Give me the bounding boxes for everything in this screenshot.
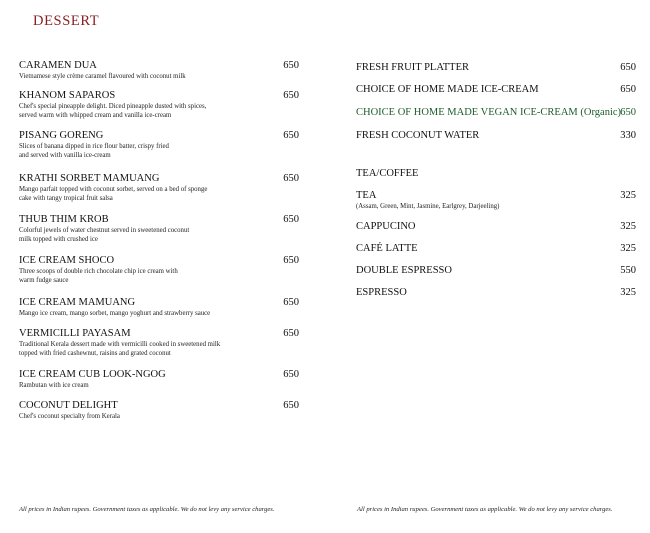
item-description: Slices of banana dipped in rice flour batter, crispy fried and served with vanilla ice-cream — [19, 143, 169, 159]
item-description: Mango parfait topped with coconut sorbet, served on a bed of sponge cake with tangy tropical fruit salsa — [19, 186, 208, 202]
menu-item-thub-thim-krob — [19, 214, 299, 244]
menu-item-khanom-saparos — [19, 90, 299, 120]
item-description: Traditional Kerala dessert made with vermicilli cooked in sweetened milk topped with fried cashewnut, raisins and grated coconut — [19, 341, 221, 357]
item-price: 325 — [620, 243, 636, 254]
menu-item-espresso — [356, 287, 636, 299]
item-name: ICE CREAM SHOCO — [19, 255, 115, 266]
item-name: CARAMEN DUA — [19, 60, 97, 71]
footer-note-right: All prices in Indian rupees. Government taxes as applicable. We do not levy any service charges. — [357, 506, 613, 513]
item-price: 325 — [620, 221, 636, 232]
item-description: Three scoops of double rich chocolate chip ice cream with warm fudge sauce — [19, 268, 178, 284]
item-name: COCONUT DELIGHT — [19, 400, 118, 411]
menu-item-coconut-delight — [19, 400, 299, 421]
item-description: Vietnamese style crème caramel flavoured with coconut milk — [19, 73, 186, 80]
item-description: Chef's special pineapple delight. Diced pineapple dusted with spices, served warm with whipped cream and vanilla ice-cream — [19, 103, 207, 119]
item-name: KHANOM SAPAROS — [19, 90, 116, 101]
item-price: 330 — [620, 130, 636, 141]
item-price: 650 — [283, 214, 299, 225]
menu-item-cafe-latte — [356, 243, 636, 255]
item-name: CAFÉ LATTE — [356, 243, 418, 254]
item-description: Chef's coconut specialty from Kerala — [19, 413, 120, 420]
item-price: 650 — [283, 297, 299, 308]
menu-item-vegan-ice-cream — [356, 107, 636, 119]
item-price: 650 — [620, 62, 636, 73]
item-name: FRESH COCONUT WATER — [356, 130, 480, 141]
item-description: Colorful jewels of water chestnut served in sweetened coconut milk topped with crushed ice — [19, 227, 190, 243]
item-name: FRESH FRUIT PLATTER — [356, 62, 469, 73]
menu-item-caramen-dua — [19, 60, 299, 81]
item-name: KRATHI SORBET MAMUANG — [19, 173, 160, 184]
menu-item-ice-cream-mamuang — [19, 297, 299, 318]
item-price: 650 — [283, 60, 299, 71]
item-price: 325 — [620, 287, 636, 298]
menu-item-fresh-fruit-platter — [356, 62, 636, 74]
item-price: 650 — [283, 90, 299, 101]
item-price: 650 — [283, 369, 299, 380]
item-price: 650 — [283, 400, 299, 411]
item-price: 650 — [620, 107, 636, 118]
tea-coffee-heading: TEA/COFFEE — [356, 168, 419, 179]
item-name: THUB THIM KROB — [19, 214, 109, 225]
item-name: ESPRESSO — [356, 287, 407, 298]
item-name: PISANG GORENG — [19, 130, 104, 141]
item-price: 650 — [620, 84, 636, 95]
item-description: Mango ice cream, mango sorbet, mango yoghurt and strawberry sauce — [19, 310, 211, 317]
item-name: CHOICE OF HOME MADE VEGAN ICE-CREAM (Organic) — [356, 107, 622, 118]
item-description: Rambutan with ice cream — [19, 382, 89, 389]
menu-item-pisang-goreng — [19, 130, 299, 160]
menu-item-krathi-sorbet-mamuang — [19, 173, 299, 203]
menu-item-vermicilli-payasam — [19, 328, 299, 358]
item-name: ICE CREAM MAMUANG — [19, 297, 136, 308]
menu-item-ice-cream-shoco — [19, 255, 299, 285]
item-price: 550 — [620, 265, 636, 276]
item-price: 650 — [283, 173, 299, 184]
item-name: VERMICILLI PAYASAM — [19, 328, 131, 339]
item-name: CAPPUCINO — [356, 221, 416, 232]
menu-item-cappucino — [356, 221, 636, 233]
footer-note-left: All prices in Indian rupees. Government taxes as applicable. We do not levy any service charges. — [19, 506, 275, 513]
page-title: DESSERT — [33, 13, 100, 29]
item-price: 650 — [283, 255, 299, 266]
item-description: (Assam, Green, Mint, Jasmine, Earlgrey, Darjeeling) — [356, 203, 500, 210]
item-price: 650 — [283, 130, 299, 141]
item-name: DOUBLE ESPRESSO — [356, 265, 452, 276]
menu-item-tea — [356, 190, 636, 211]
item-name: ICE CREAM CUB LOOK-NGOG — [19, 369, 166, 380]
item-name: CHOICE OF HOME MADE ICE-CREAM — [356, 84, 539, 95]
item-price: 325 — [620, 190, 636, 201]
menu-item-double-espresso — [356, 265, 636, 277]
menu-item-fresh-coconut-water — [356, 130, 636, 142]
item-price: 650 — [283, 328, 299, 339]
item-name: TEA — [356, 190, 377, 201]
menu-item-home-made-ice-cream — [356, 84, 636, 96]
menu-item-ice-cream-cub-look-ngog — [19, 369, 299, 390]
